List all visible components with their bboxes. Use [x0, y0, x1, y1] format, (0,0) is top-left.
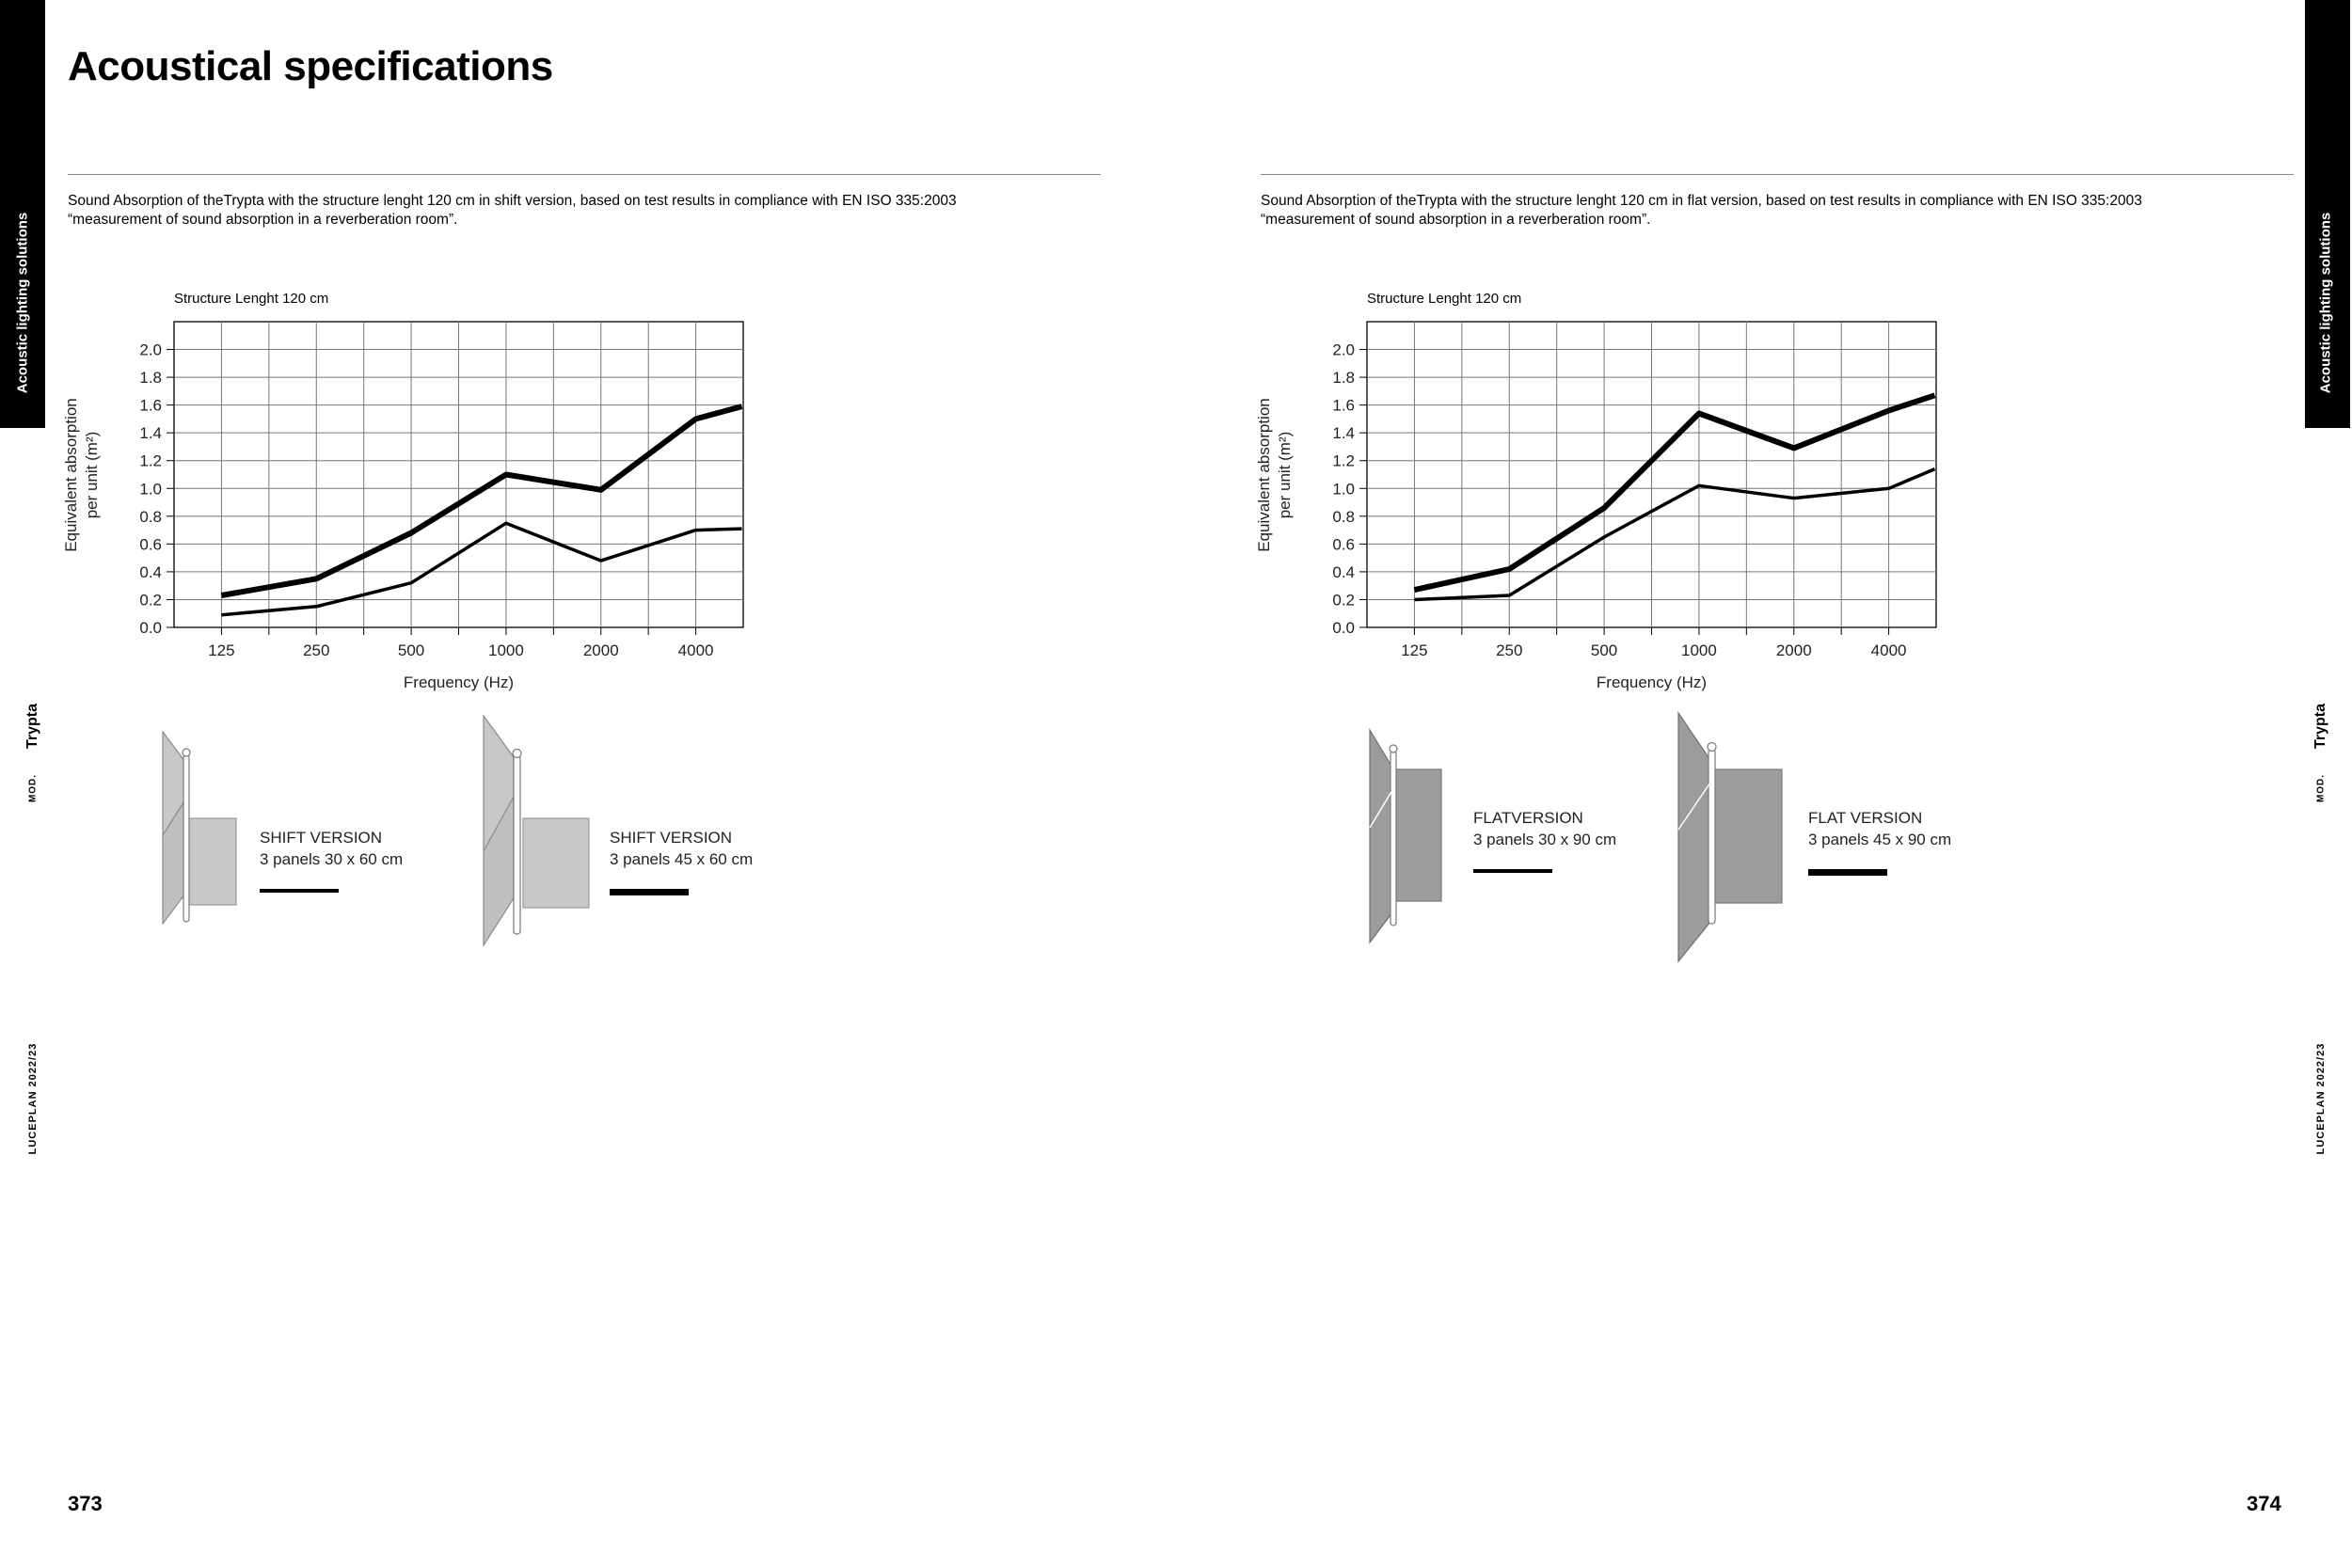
y-tick-label: 0.4 [1332, 562, 1355, 581]
y-tick-label: 0.4 [139, 562, 162, 581]
y-axis-label-line: Equivalent absorption [62, 398, 80, 552]
y-tick-label: 2.0 [1332, 341, 1355, 359]
y-tick-label: 1.2 [139, 451, 162, 470]
series-line-thin [221, 523, 741, 615]
description-line: “measurement of sound absorption in a reverberation room”. [68, 212, 458, 228]
legend-line-thick [1808, 869, 1887, 876]
legend-title: SHIFT VERSION [610, 829, 733, 847]
x-tick-label: 4000 [677, 641, 714, 659]
legend-shift-small [260, 827, 403, 870]
flat-version-large-illustration [1673, 707, 1786, 966]
legend-line-thin [260, 889, 339, 893]
y-tick-label: 1.2 [1332, 451, 1355, 470]
x-tick-label: 500 [1590, 641, 1618, 659]
legend-line-thick [610, 889, 689, 895]
y-axis-label-line: per unit (m²) [1276, 431, 1294, 519]
y-tick-label: 1.0 [1332, 480, 1355, 499]
y-tick-label: 0.8 [139, 507, 162, 526]
legend-line-thin [1473, 869, 1552, 873]
y-tick-label: 1.8 [1332, 369, 1355, 388]
y-tick-label: 0.6 [139, 535, 162, 554]
x-axis-label: Frequency (Hz) [1596, 673, 1708, 691]
y-tick-label: 1.6 [139, 396, 162, 415]
x-tick-label: 1000 [1681, 641, 1717, 659]
legend-flat-small [1473, 807, 1616, 850]
y-axis-label-line: per unit (m²) [83, 431, 101, 519]
legend-title: SHIFT VERSION [260, 829, 383, 847]
y-tick-label: 1.0 [139, 480, 162, 499]
legend-title: FLATVERSION [1473, 809, 1583, 827]
legend-flat-large [1808, 807, 1951, 850]
catalog-label-left: LUCEPLAN 2022/23 [27, 1042, 39, 1155]
legend-shift-large [610, 827, 753, 870]
page-number-left: 373 [68, 1492, 103, 1515]
x-tick-label: 125 [208, 641, 235, 659]
section-tab-label: Acoustic lighting solutions [14, 212, 31, 394]
absorption-chart-shift [62, 291, 743, 691]
y-tick-label: 0.0 [1332, 619, 1355, 637]
product-name-right: Trypta [2312, 703, 2328, 750]
series-line-thick [221, 406, 741, 595]
x-tick-label: 2000 [1775, 641, 1812, 659]
y-tick-label: 0.2 [1332, 591, 1355, 610]
y-tick-label: 1.4 [139, 424, 162, 443]
x-tick-label: 125 [1401, 641, 1428, 659]
legend-title: FLAT VERSION [1808, 809, 1923, 827]
x-tick-label: 500 [397, 641, 425, 659]
x-tick-label: 2000 [582, 641, 619, 659]
legend-subtitle: 3 panels 30 x 90 cm [1473, 831, 1617, 848]
description-line: Sound Absorption of theTrypta with the structure lenght 120 cm in flat version, based on test results in compliance with EN ISO 335:2003 [1261, 193, 2142, 209]
flat-version-small-illustration [1364, 724, 1449, 945]
absorption-chart-flat [1255, 291, 1936, 691]
y-axis-label [62, 398, 101, 552]
section-tab-label: Acoustic lighting solutions [2317, 212, 2334, 394]
legend-subtitle: 3 panels 45 x 60 cm [610, 850, 754, 868]
product-name-left: Trypta [24, 703, 40, 750]
chart-title: Structure Lenght 120 cm [174, 291, 329, 307]
x-tick-label: 250 [303, 641, 330, 659]
x-tick-label: 250 [1496, 641, 1523, 659]
page-title: Acoustical specifications [68, 43, 553, 89]
mod-label-right: MOD. [2315, 773, 2327, 803]
y-axis-label [1255, 398, 1294, 552]
catalog-label-right: LUCEPLAN 2022/23 [2315, 1042, 2327, 1155]
y-tick-label: 0.6 [1332, 535, 1355, 554]
page-number-right: 374 [2247, 1492, 2281, 1515]
mod-label-left: MOD. [27, 773, 39, 803]
y-tick-label: 1.4 [1332, 424, 1355, 443]
description-line: Sound Absorption of theTrypta with the structure lenght 120 cm in shift version, based on test results in compliance with EN ISO 335:2003 [68, 193, 957, 209]
x-axis-label: Frequency (Hz) [403, 673, 515, 691]
y-tick-label: 0.2 [139, 591, 162, 610]
legend-subtitle: 3 panels 30 x 60 cm [260, 850, 404, 868]
y-axis-label-line: Equivalent absorption [1255, 398, 1273, 552]
y-tick-label: 2.0 [139, 341, 162, 359]
description-line: “measurement of sound absorption in a reverberation room”. [1261, 212, 1651, 228]
shift-version-large-illustration [478, 710, 596, 950]
x-tick-label: 4000 [1870, 641, 1907, 659]
legend-subtitle: 3 panels 45 x 90 cm [1808, 831, 1952, 848]
chart-title: Structure Lenght 120 cm [1367, 291, 1522, 307]
y-tick-label: 0.0 [139, 619, 162, 637]
y-tick-label: 0.8 [1332, 507, 1355, 526]
y-tick-label: 1.8 [139, 369, 162, 388]
shift-version-small-illustration [155, 724, 245, 936]
x-tick-label: 1000 [488, 641, 524, 659]
y-tick-label: 1.6 [1332, 396, 1355, 415]
